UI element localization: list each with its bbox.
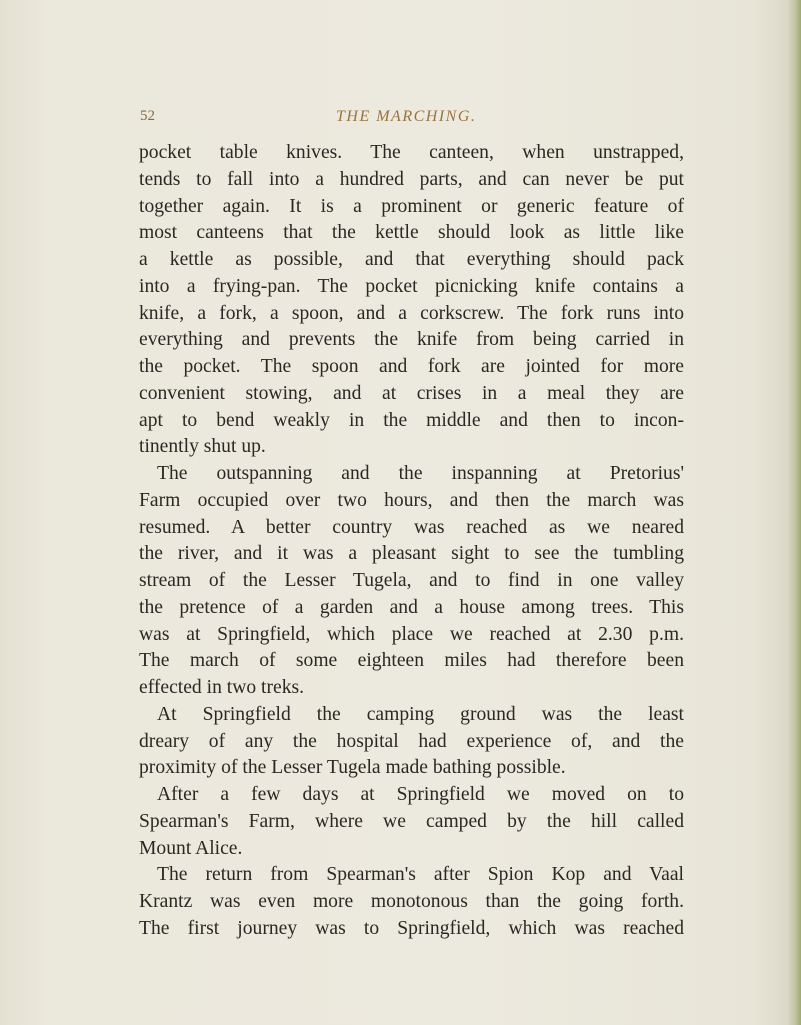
text-line: together again. It is a prominent or generic feature of xyxy=(139,195,684,217)
running-head xyxy=(140,108,680,132)
text-line: the river, and it was a pleasant sight to see the tumbling xyxy=(139,543,684,565)
text-line: everything and prevents the knife from being carried in xyxy=(139,329,684,351)
text-line: convenient stowing, and at crises in a meal they are xyxy=(139,382,684,404)
text-line: Mount Alice. xyxy=(139,837,243,859)
text-line: dreary of any the hospital had experience of, and the xyxy=(139,730,684,752)
running-title: THE MARCHING. xyxy=(336,108,477,125)
text-line: the pocket. The spoon and fork are jointed for more xyxy=(139,356,684,377)
text-line: pocket table knives. The canteen, when unstrapped, xyxy=(139,142,684,163)
text-line: Farm occupied over two hours, and then the march was xyxy=(139,489,684,511)
text-line: Spearman's Farm, where we camped by the hill called xyxy=(139,810,684,832)
text-line: into a frying-pan. The pocket picnicking knife contains a xyxy=(139,275,684,297)
text-line: a kettle as possible, and that everything should pack xyxy=(139,249,684,270)
text-line: The first journey was to Springfield, which was reached xyxy=(139,917,684,939)
text-line: effected in two treks. xyxy=(139,677,305,698)
page-edge-shadow xyxy=(787,0,801,1025)
text-line: After a few days at Springfield we moved on to xyxy=(157,784,684,805)
text-line: most canteens that the kettle should look as little like xyxy=(139,222,684,244)
text-line: stream of the Lesser Tugela, and to find in one valley xyxy=(139,570,684,591)
text-line: tinently shut up. xyxy=(139,436,266,458)
text-line: was at Springfield, which place we reached at 2.30 p.m. xyxy=(139,623,684,645)
text-line: tends to fall into a hundred parts, and can never be put xyxy=(139,168,684,190)
text-line: Krantz was even more monotonous than the going forth. xyxy=(139,891,684,912)
text-line: At Springfield the camping ground was the least xyxy=(157,703,684,725)
text-line: The march of some eighteen miles had therefore been xyxy=(139,650,684,672)
body-text xyxy=(139,140,684,943)
text-line: The outspanning and the inspanning at Pretorius' xyxy=(157,463,684,484)
text-line: proximity of the Lesser Tugela made bathing possible. xyxy=(139,757,566,779)
text-line: apt to bend weakly in the middle and then to incon- xyxy=(139,409,684,431)
text-line: knife, a fork, a spoon, and a corkscrew. The fork runs into xyxy=(139,302,684,324)
text-line: resumed. A better country was reached as we neared xyxy=(139,516,684,538)
text-line: the pretence of a garden and a house among trees. This xyxy=(139,596,684,618)
page-number: 52 xyxy=(140,108,155,124)
text-line: The return from Spearman's after Spion Kop and Vaal xyxy=(157,864,684,886)
